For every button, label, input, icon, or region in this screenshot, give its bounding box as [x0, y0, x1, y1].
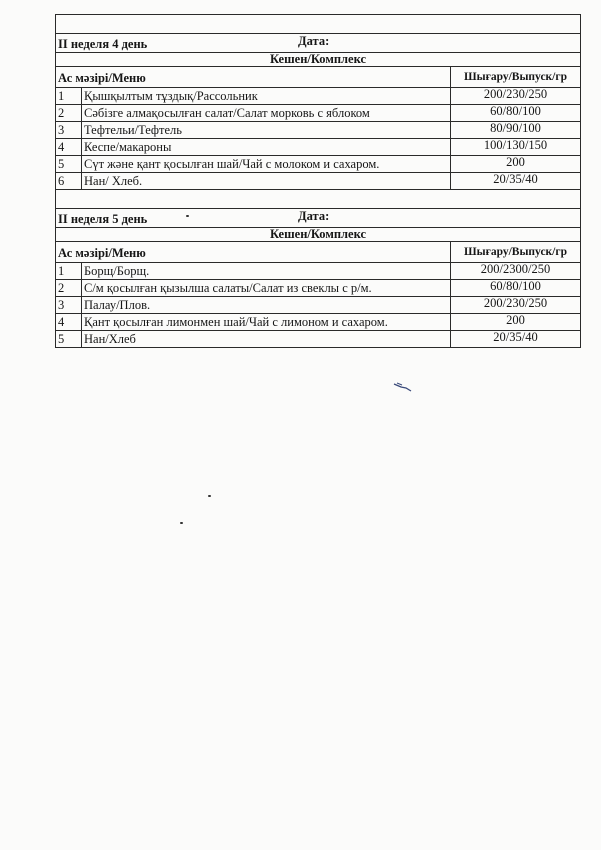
item-number: 3	[56, 297, 82, 313]
item-output: 100/130/150	[450, 139, 580, 155]
item-number: 2	[56, 280, 82, 296]
table-row	[56, 331, 580, 348]
table-row	[56, 139, 580, 156]
item-name: Борщ/Борщ.	[84, 264, 150, 278]
item-number: 3	[56, 122, 82, 138]
item-output: 20/35/40	[450, 173, 580, 189]
item-name: С/м қосылған қызылша салаты/Салат из свеклы с р/м.	[84, 281, 372, 295]
item-output: 200/2300/250	[450, 263, 580, 279]
blank-row	[56, 15, 580, 34]
item-output: 200	[450, 156, 580, 172]
item-number: 4	[56, 139, 82, 155]
item-output: 80/90/100	[450, 122, 580, 138]
day-header	[56, 34, 580, 53]
item-number: 6	[56, 173, 82, 189]
date-label: Дата:	[298, 209, 330, 223]
item-number: 1	[56, 263, 82, 279]
item-number: 2	[56, 105, 82, 121]
table-row	[56, 122, 580, 139]
menu-column-header: Ас мәзірі/Меню	[58, 246, 146, 260]
item-name: Сәбізге алмақосылған салат/Салат морковь с яблоком	[84, 106, 370, 120]
item-output: 200/230/250	[450, 88, 580, 104]
table-row	[56, 156, 580, 173]
column-header-row	[56, 67, 580, 88]
item-name: Нан/Хлеб	[84, 332, 136, 346]
item-name: Сүт және қант қосылған шай/Чай с молоком и сахаром.	[84, 157, 380, 171]
scan-speck	[208, 495, 211, 497]
item-output: 20/35/40	[450, 331, 580, 347]
table-row	[56, 263, 580, 280]
scan-speck	[186, 215, 189, 217]
menu-sheet	[55, 14, 581, 348]
column-header-row	[56, 242, 580, 263]
table-row	[56, 280, 580, 297]
week-day-label: II неделя 4 день	[58, 37, 148, 51]
item-number: 4	[56, 314, 82, 330]
blank-row	[56, 190, 580, 209]
scan-speck	[180, 522, 183, 524]
complex-label: Кешен/Комплекс	[269, 52, 367, 66]
item-output: 60/80/100	[450, 280, 580, 296]
table-row	[56, 314, 580, 331]
item-name: Кеспе/макароны	[84, 140, 172, 154]
output-column-header: Шығару/Выпуск/гр	[450, 242, 580, 262]
item-name: Қант қосылған лимонмен шай/Чай с лимоном и сахаром.	[84, 315, 388, 329]
item-number: 5	[56, 156, 82, 172]
item-name: Тефтельи/Тефтель	[84, 123, 182, 137]
complex-row	[56, 228, 580, 242]
item-output: 200	[450, 314, 580, 330]
table-row	[56, 173, 580, 190]
item-name: Қышқылтым тұздық/Рассольник	[84, 89, 258, 103]
item-number: 5	[56, 331, 82, 347]
pen-mark	[393, 382, 413, 392]
item-output: 60/80/100	[450, 105, 580, 121]
complex-label: Кешен/Комплекс	[269, 227, 367, 241]
day-header	[56, 209, 580, 228]
complex-row	[56, 53, 580, 67]
item-output: 200/230/250	[450, 297, 580, 313]
table-row	[56, 297, 580, 314]
menu-column-header: Ас мәзірі/Меню	[58, 71, 146, 85]
week-day-label: II неделя 5 день	[58, 212, 148, 226]
item-name: Палау/Плов.	[84, 298, 151, 312]
item-name: Нан/ Хлеб.	[84, 174, 143, 188]
table-row	[56, 105, 580, 122]
output-column-header: Шығару/Выпуск/гр	[450, 67, 580, 87]
item-number: 1	[56, 88, 82, 104]
table-row	[56, 88, 580, 105]
date-label: Дата:	[298, 34, 330, 48]
